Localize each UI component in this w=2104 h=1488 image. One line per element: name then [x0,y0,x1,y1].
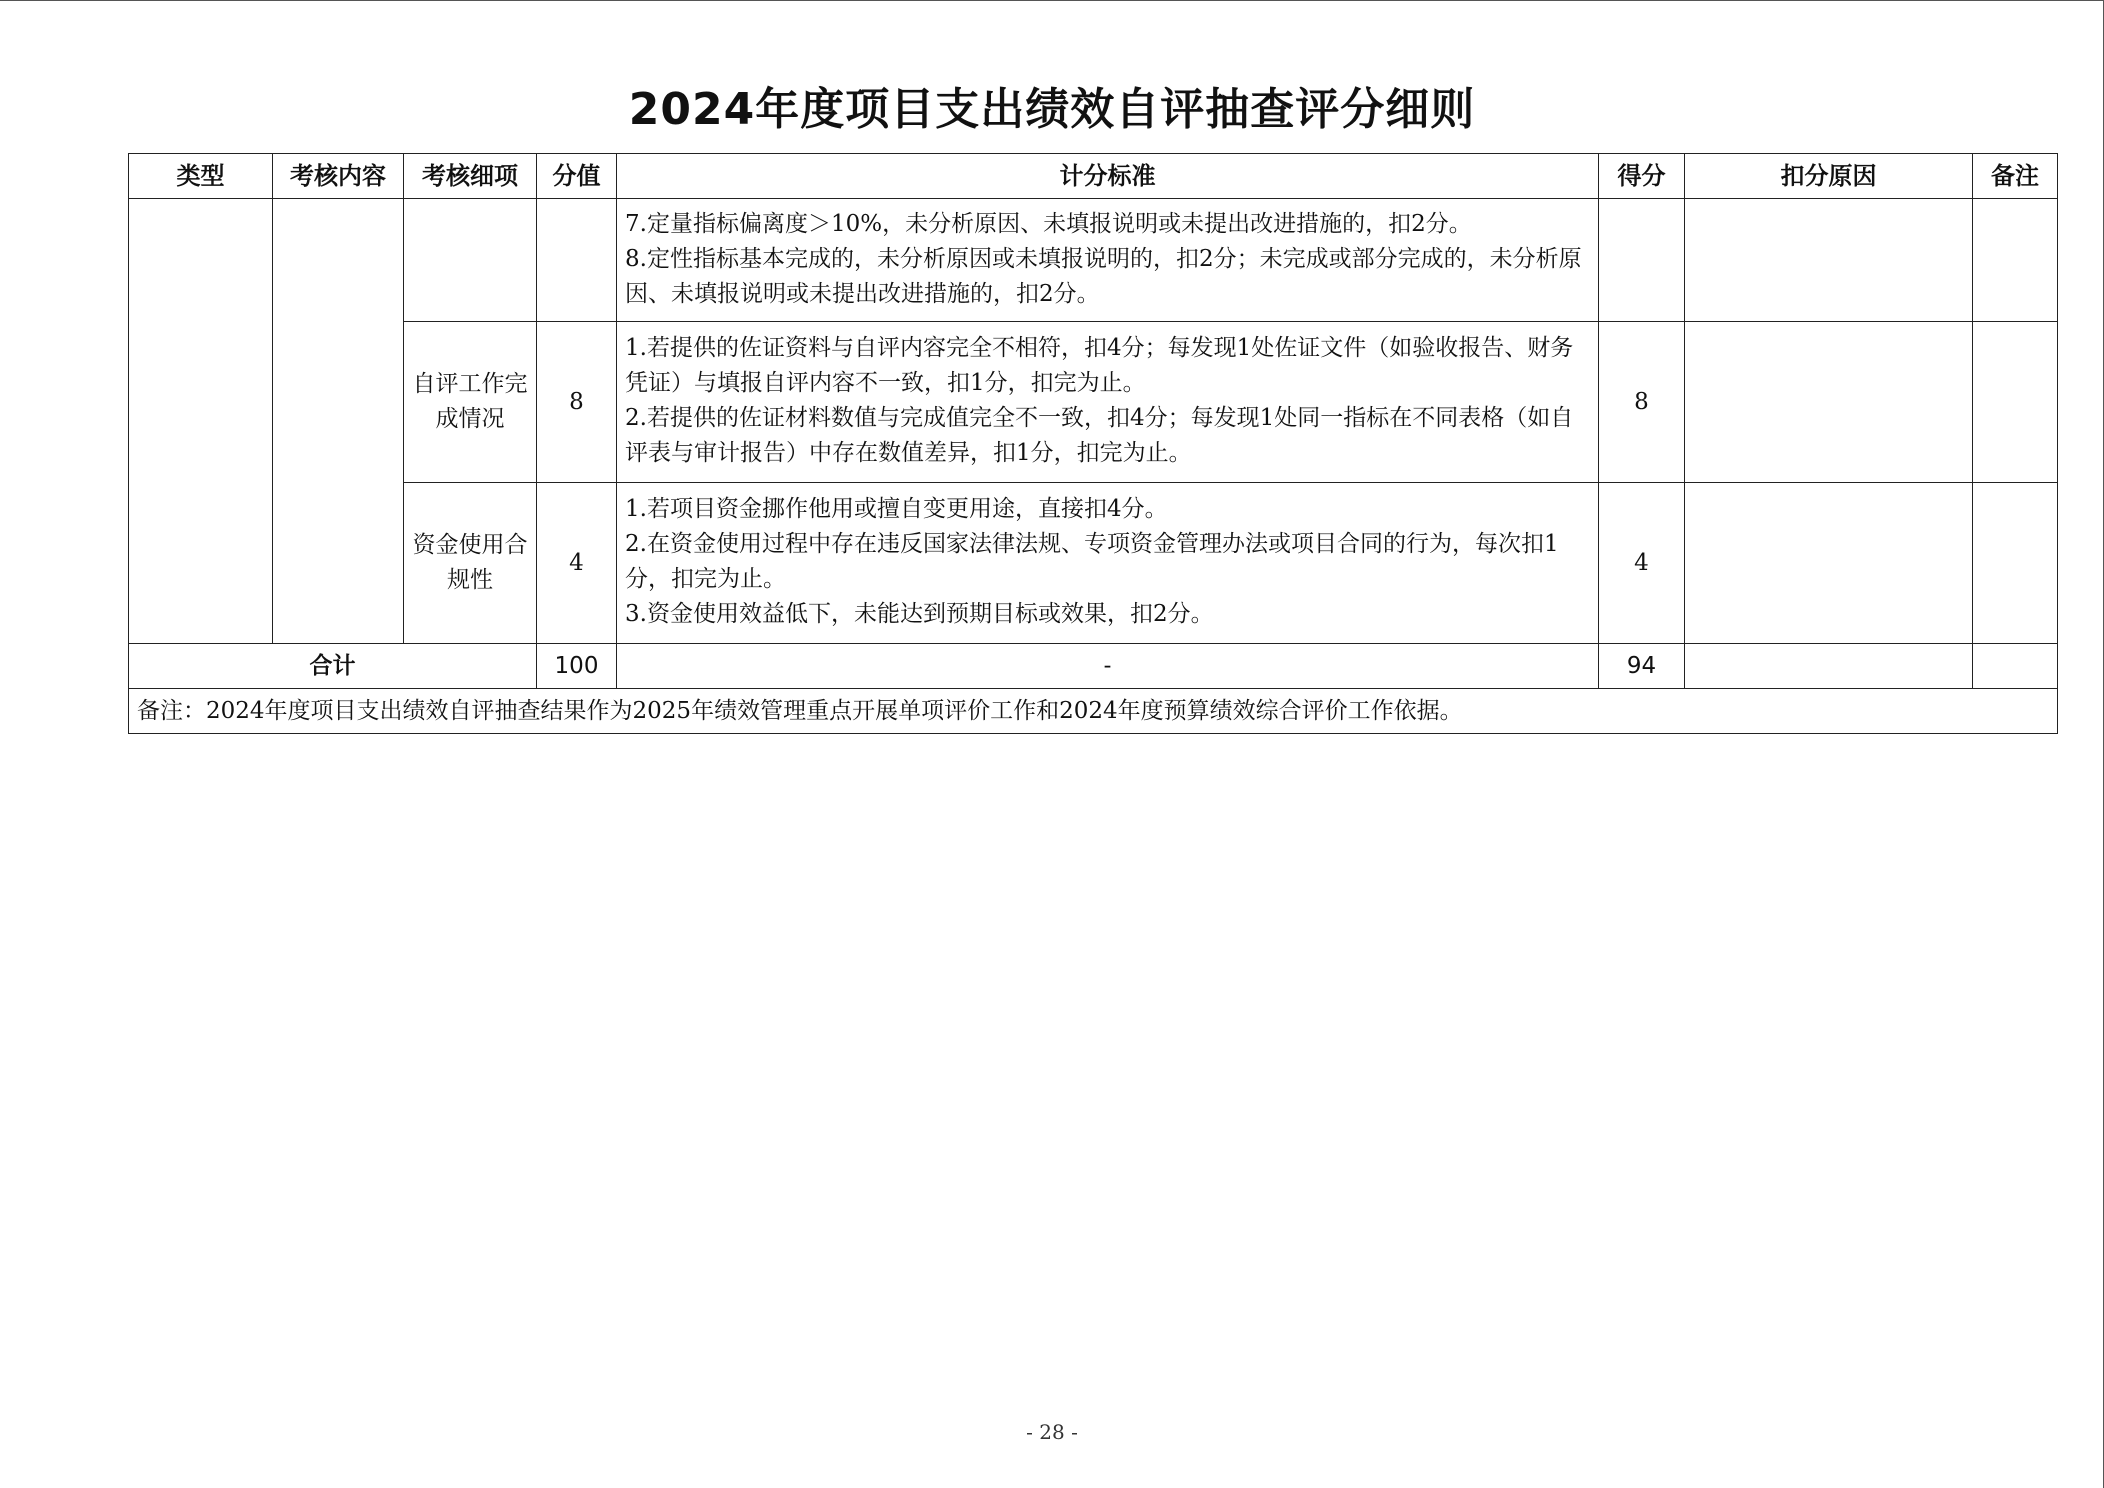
score-value-cell [537,199,617,322]
header-score-value: 分值 [537,154,617,199]
score-value-cell: 8 [537,322,617,483]
document-title: 2024年度项目支出绩效自评抽查评分细则 [628,84,1476,135]
total-deduction-reason [1685,644,1973,689]
header-row [129,154,2058,199]
score-value-cell: 4 [537,483,617,644]
total-remark [1973,644,2058,689]
header-score: 得分 [1599,154,1685,199]
page-number: - 28 - [1026,1420,1078,1444]
header-criteria: 计分标准 [617,154,1599,199]
criteria-line: 3.资金使用效益低下，未能达到预期目标或效果，扣2分。 [625,601,1214,627]
header-type: 类型 [129,154,273,199]
item-cell: 自评工作完成情况 [404,322,537,483]
criteria-line: 1.若提供的佐证资料与自评内容完全不相符，扣4分；每发现1处佐证文件（如验收报告、财务凭证）与填报自评内容不一致，扣1分，扣完为止。 [625,335,1574,396]
content-cell [273,199,404,644]
score-cell: 4 [1599,483,1685,644]
criteria-line: 7.定量指标偏离度＞10%，未分析原因、未填报说明或未提出改进措施的，扣2分。 [625,210,1472,237]
table-row [129,483,2058,644]
criteria-cell [617,322,1599,483]
criteria-line: 2.若提供的佐证材料数值与完成值完全不一致，扣4分；每发现1处同一指标在不同表格（如自评表与审计报告）中存在数值差异，扣1分，扣完为止。 [625,405,1574,466]
deduction-reason-cell [1685,322,1973,483]
table-row [129,322,2058,483]
scoring-table [128,153,2058,734]
total-score: 94 [1599,644,1685,689]
header-item: 考核细项 [404,154,537,199]
item-cell [404,199,537,322]
total-score-value: 100 [537,644,617,689]
remark-cell [1973,322,2058,483]
header-content: 考核内容 [273,154,404,199]
note-row [129,689,2058,734]
total-criteria: - [617,644,1599,689]
header-deduction-reason: 扣分原因 [1685,154,1973,199]
criteria-line: 2.在资金使用过程中存在违反国家法律法规、专项资金管理办法或项目合同的行为，每次扣1分，扣完为止。 [625,531,1559,592]
note-text: 备注：2024年度项目支出绩效自评抽查结果作为2025年绩效管理重点开展单项评价工作和2024年度预算绩效综合评价工作依据。 [129,689,2058,734]
total-row [129,644,2058,689]
score-cell [1599,199,1685,322]
header-remark: 备注 [1973,154,2058,199]
criteria-cell [617,483,1599,644]
criteria-cell [617,199,1599,322]
deduction-reason-cell [1685,199,1973,322]
total-label: 合计 [129,644,537,689]
criteria-line: 1.若项目资金挪作他用或擅自变更用途，直接扣4分。 [625,496,1168,522]
score-cell: 8 [1599,322,1685,483]
type-cell [129,199,273,644]
deduction-reason-cell [1685,483,1973,644]
remark-cell [1973,199,2058,322]
remark-cell [1973,483,2058,644]
item-cell: 资金使用合规性 [404,483,537,644]
table-row [129,199,2058,322]
criteria-line: 8.定性指标基本完成的，未分析原因或未填报说明的，扣2分；未完成或部分完成的，未分析原因、未填报说明或未提出改进措施的，扣2分。 [625,245,1582,307]
